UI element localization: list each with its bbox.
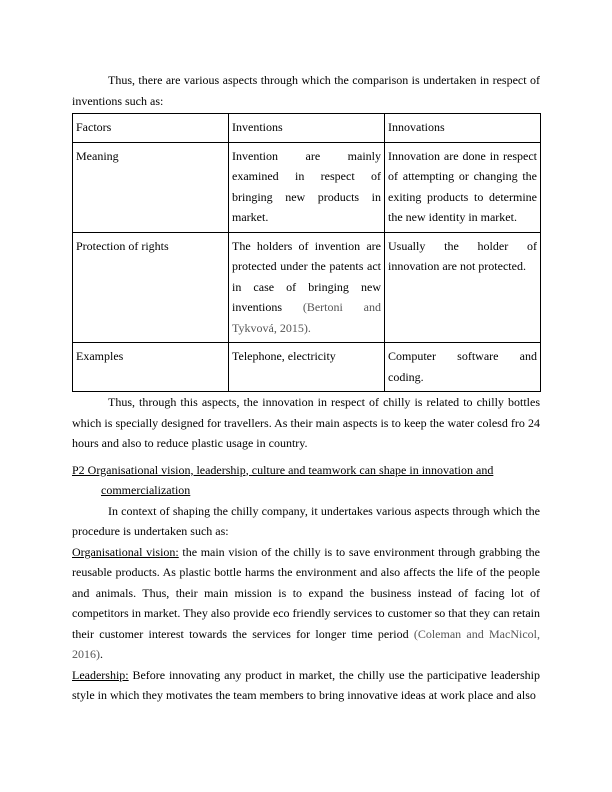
context-paragraph: In context of shaping the chilly company, it undertakes various aspects through which the procedure is undertaken such as: <box>72 503 540 538</box>
invention-text: The holders of invention are protected under the patents act in case of bringing new inventions <box>232 238 381 314</box>
document-page <box>72 70 540 706</box>
vision-end: . <box>100 647 103 661</box>
vision-text: the main vision of the chilly is to save environment through grabbing the reusable products. As plastic bottle harms the environment and also affects the life of the people and animals. Thus, their main mission is to expand the business instead of facing lot of competitors in market. They also provide eco friendly services to customer so that they can retain their customer interest towards the services for longer time period <box>72 544 540 641</box>
invention-cell: Invention are mainly examined in respect of bringing new products in market. <box>229 142 385 232</box>
section-heading-line2: commercialization <box>101 483 191 497</box>
vision-label: Organisational vision: <box>72 544 179 559</box>
table-row <box>73 343 541 392</box>
factor-cell: Examples <box>73 343 229 392</box>
intro-paragraph: Thus, there are various aspects through which the comparison is undertaken in respect of inventions such as: <box>72 73 540 108</box>
leadership-label: Leadership: <box>72 667 129 682</box>
section-heading-line1: P2 Organisational vision, leadership, culture and teamwork can shape in innovation and <box>72 462 494 477</box>
leadership-paragraph <box>72 665 540 706</box>
comparison-table <box>72 113 541 392</box>
header-inventions: Inventions <box>229 114 385 143</box>
vision-citation: (Coleman and MacNicol, 2016) <box>72 626 540 661</box>
invention-cell <box>229 232 385 343</box>
citation: (Bertoni and Tykvová, 2015). <box>232 300 381 335</box>
innovation-cell: Computer software and coding. <box>385 343 541 392</box>
factor-cell: Protection of rights <box>73 232 229 343</box>
innovation-cell: Usually the holder of innovation are not protected. <box>385 232 541 343</box>
table-header-row <box>73 114 541 143</box>
section-heading <box>72 460 540 501</box>
invention-cell: Telephone, electricity <box>229 343 385 392</box>
table-row <box>73 232 541 343</box>
vision-paragraph <box>72 542 540 665</box>
table-row <box>73 142 541 232</box>
innovation-cell: Innovation are done in respect of attempting or changing the exiting products to determine the new identity in market. <box>385 142 541 232</box>
factor-cell: Meaning <box>73 142 229 232</box>
header-factors: Factors <box>73 114 229 143</box>
header-innovations: Innovations <box>385 114 541 143</box>
leadership-text: Before innovating any product in market, the chilly use the participative leadership style in which they motivates the team members to bring innovative ideas at work place and also <box>72 667 540 702</box>
post-table-paragraph: Thus, through this aspects, the innovation in respect of chilly is related to chilly bottles which is specially designed for travellers. As their main aspects is to keep the water colesd fro 24 hours and also to reduce plastic usage in country. <box>72 395 540 450</box>
